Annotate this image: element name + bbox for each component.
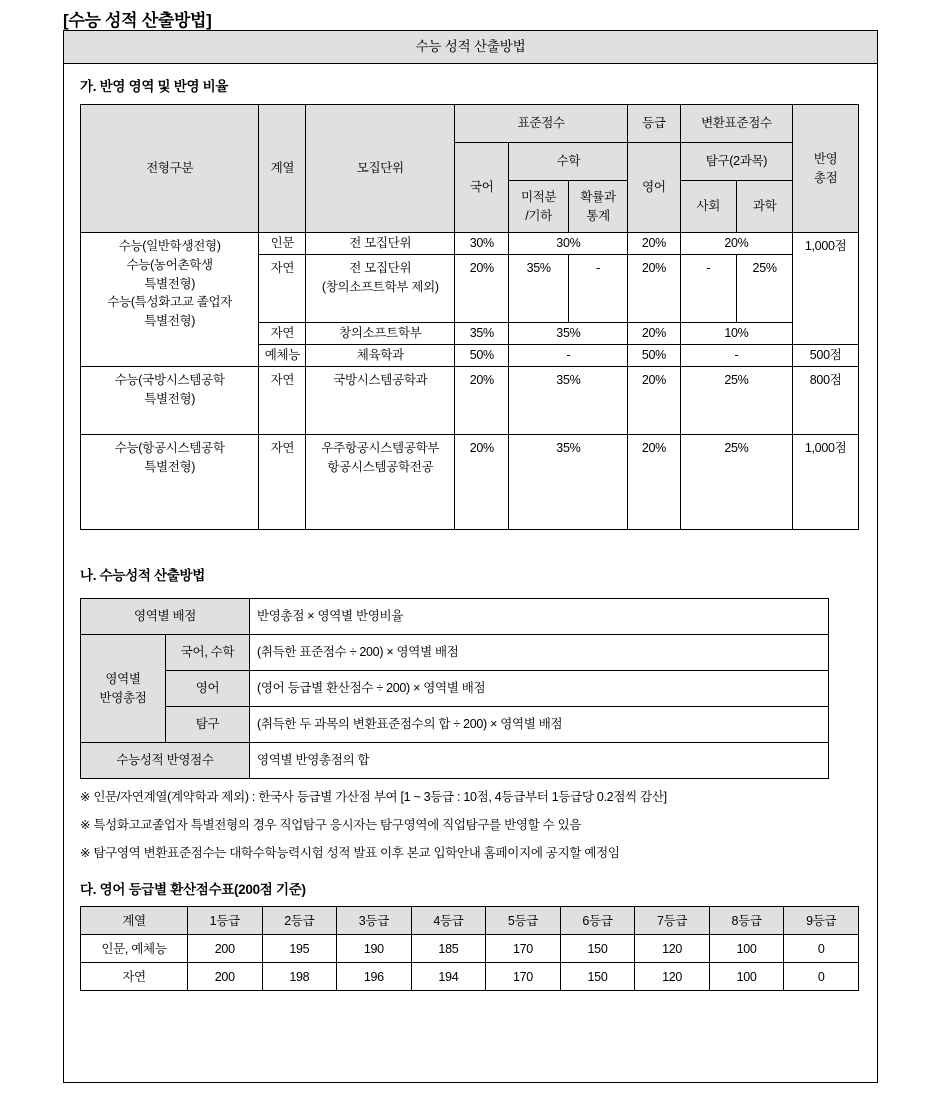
header-social: 사회 bbox=[680, 181, 736, 233]
cell-score: 170 bbox=[486, 963, 561, 991]
cell-track: 자연 bbox=[259, 367, 306, 435]
cell-math: 30% bbox=[509, 233, 628, 255]
cell-inquiry: 25% bbox=[680, 367, 793, 435]
cell-sublabel-inquiry: 탐구 bbox=[166, 707, 250, 743]
header-grade-6: 6등급 bbox=[560, 907, 635, 935]
cell-science: 25% bbox=[736, 255, 792, 323]
cell-unit-line2: (창의소프트학부 제외) bbox=[321, 279, 439, 294]
cell-unit bbox=[306, 435, 455, 530]
header-math-calculus bbox=[509, 181, 568, 233]
cell-admission-types-group1 bbox=[81, 233, 259, 367]
cell-sublabel-english: 영어 bbox=[166, 671, 250, 707]
cell-unit-line1: 전 모집단위 bbox=[349, 261, 412, 275]
cell-formula-inquiry: (취득한 두 과목의 변환표준점수의 합 ÷ 200) × 영역별 배점 bbox=[250, 707, 829, 743]
cell-total-points: 800점 bbox=[793, 367, 859, 435]
admission-type-line: 수능(특성화고교 졸업자 bbox=[107, 295, 233, 310]
cell-unit: 창의소프트학부 bbox=[306, 323, 455, 345]
cell-score: 100 bbox=[709, 963, 784, 991]
cell-english: 50% bbox=[628, 345, 680, 367]
admission-type-line: 특별전형) bbox=[144, 391, 196, 406]
cell-sublabel-korean-math: 국어, 수학 bbox=[166, 635, 250, 671]
admission-type-line: 특별전형) bbox=[144, 459, 196, 474]
cell-score: 190 bbox=[337, 935, 412, 963]
cell-score: 194 bbox=[411, 963, 486, 991]
table-english-conversion bbox=[80, 906, 859, 991]
cell-english: 20% bbox=[628, 255, 680, 323]
table-row bbox=[81, 599, 829, 635]
cell-label-area-total-line2: 반영총점 bbox=[99, 690, 147, 705]
admission-type-line: 특별전형) bbox=[144, 276, 196, 291]
header-track: 계열 bbox=[81, 907, 188, 935]
header-science: 과학 bbox=[736, 181, 792, 233]
header-track: 계열 bbox=[259, 105, 306, 233]
cell-math: 35% bbox=[509, 367, 628, 435]
cell-admission-type-group3 bbox=[81, 435, 259, 530]
table-row bbox=[81, 963, 859, 991]
cell-inquiry: - bbox=[680, 345, 793, 367]
cell-inquiry: 25% bbox=[680, 435, 793, 530]
table-reflection-ratio bbox=[80, 104, 859, 530]
cell-label-area-total-line1: 영역별 bbox=[105, 671, 141, 686]
header-english: 영어 bbox=[628, 143, 680, 233]
table-score-calculation bbox=[80, 598, 829, 779]
cell-korean: 35% bbox=[455, 323, 509, 345]
cell-score: 0 bbox=[784, 963, 859, 991]
cell-korean: 30% bbox=[455, 233, 509, 255]
cell-math: - bbox=[509, 345, 628, 367]
cell-track: 자연 bbox=[259, 255, 306, 323]
cell-score: 150 bbox=[560, 935, 635, 963]
cell-total-points: 500점 bbox=[793, 345, 859, 367]
cell-korean: 20% bbox=[455, 435, 509, 530]
header-standard-score: 표준점수 bbox=[455, 105, 628, 143]
cell-score: 0 bbox=[784, 935, 859, 963]
header-math-probability bbox=[568, 181, 627, 233]
cell-formula-area-points: 반영총점 × 영역별 반영비율 bbox=[250, 599, 829, 635]
header-grade-8: 8등급 bbox=[709, 907, 784, 935]
header-korean: 국어 bbox=[455, 143, 509, 233]
cell-score: 195 bbox=[262, 935, 337, 963]
header-math-calculus-line1: 미적분 bbox=[520, 190, 557, 205]
cell-score: 100 bbox=[709, 935, 784, 963]
header-math-probability-line1: 확률과 bbox=[580, 190, 616, 205]
admission-type-line: 수능(농어촌학생 bbox=[126, 257, 213, 272]
header-grade-3: 3등급 bbox=[337, 907, 412, 935]
admission-type-line: 수능(국방시스템공학 bbox=[114, 373, 225, 387]
cell-track: 예체능 bbox=[259, 345, 306, 367]
header-math: 수학 bbox=[509, 143, 628, 181]
header-grade: 등급 bbox=[628, 105, 680, 143]
cell-score: 150 bbox=[560, 963, 635, 991]
cell-score: 185 bbox=[411, 935, 486, 963]
table-header-row bbox=[81, 105, 859, 143]
table-row bbox=[81, 671, 829, 707]
header-admission-type: 전형구분 bbox=[81, 105, 259, 233]
table-row bbox=[81, 367, 859, 435]
cell-unit-line1: 우주항공시스템공학부 bbox=[321, 441, 440, 455]
header-grade-1: 1등급 bbox=[188, 907, 263, 935]
cell-admission-type-group2 bbox=[81, 367, 259, 435]
cell-track: 인문 bbox=[259, 233, 306, 255]
note-item: ※ 특성화고교졸업자 특별전형의 경우 직업탐구 응시자는 탐구영역에 직업탐구를 반영할 수 있음 bbox=[80, 818, 582, 833]
note-item: ※ 인문/자연계열(계약학과 제외) : 한국사 등급별 가산점 부여 [1 ~ 3등급 : 10점, 4등급부터 1등급당 0.2점씩 감산] bbox=[80, 790, 667, 804]
table-row bbox=[81, 435, 859, 530]
cell-formula-korean-math: (취득한 표준점수 ÷ 200) × 영역별 배점 bbox=[250, 635, 829, 671]
cell-unit bbox=[306, 255, 455, 323]
cell-total-points: 1,000점 bbox=[793, 233, 859, 345]
table-row bbox=[81, 935, 859, 963]
cell-unit: 국방시스템공학과 bbox=[306, 367, 455, 435]
cell-label-final-score: 수능성적 반영점수 bbox=[81, 743, 250, 779]
cell-math-calculus: 35% bbox=[509, 255, 568, 323]
cell-formula-english: (영어 등급별 환산점수 ÷ 200) × 영역별 배점 bbox=[250, 671, 829, 707]
header-grade-7: 7등급 bbox=[635, 907, 710, 935]
cell-track: 자연 bbox=[81, 963, 188, 991]
document-title: [수능 성적 산출방법] bbox=[63, 11, 212, 30]
cell-english: 20% bbox=[628, 323, 680, 345]
cell-score: 200 bbox=[188, 935, 263, 963]
content-body bbox=[64, 75, 877, 991]
table-row bbox=[81, 635, 829, 671]
cell-inquiry: 10% bbox=[680, 323, 793, 345]
cell-label-area-points: 영역별 배점 bbox=[81, 599, 250, 635]
cell-label-area-total bbox=[81, 635, 166, 743]
table-row bbox=[81, 707, 829, 743]
cell-score: 120 bbox=[635, 935, 710, 963]
cell-unit: 전 모집단위 bbox=[306, 233, 455, 255]
cell-track: 자연 bbox=[259, 435, 306, 530]
cell-korean: 20% bbox=[455, 255, 509, 323]
admission-type-line: 특별전형) bbox=[144, 314, 196, 328]
notes-list bbox=[80, 788, 877, 862]
admission-type-line: 수능(항공시스템공학 bbox=[114, 441, 225, 455]
cell-math-probability: - bbox=[568, 255, 627, 323]
section-heading-c: 다. 영어 등급별 환산점수표(200점 기준) bbox=[80, 882, 306, 898]
table-header-row bbox=[81, 907, 859, 935]
header-grade-4: 4등급 bbox=[411, 907, 486, 935]
cell-unit: 체육학과 bbox=[306, 345, 455, 367]
section-heading-a: 가. 반영 영역 및 반영 비율 bbox=[80, 79, 229, 94]
cell-math: 35% bbox=[509, 435, 628, 530]
cell-score: 198 bbox=[262, 963, 337, 991]
header-math-calculus-line2: /기하 bbox=[525, 208, 552, 223]
cell-english: 20% bbox=[628, 367, 680, 435]
cell-english: 20% bbox=[628, 233, 680, 255]
cell-score: 196 bbox=[337, 963, 412, 991]
cell-track: 자연 bbox=[259, 323, 306, 345]
header-unit: 모집단위 bbox=[306, 105, 455, 233]
cell-korean: 20% bbox=[455, 367, 509, 435]
table-row bbox=[81, 233, 859, 255]
cell-track: 인문, 예체능 bbox=[81, 935, 188, 963]
header-grade-2: 2등급 bbox=[262, 907, 337, 935]
cell-unit-line2: 항공시스템공학전공 bbox=[327, 459, 434, 474]
cell-math: 35% bbox=[509, 323, 628, 345]
table-row bbox=[81, 743, 829, 779]
admission-type-line: 수능(일반학생전형) bbox=[118, 239, 221, 253]
header-math-probability-line2: 통계 bbox=[586, 208, 610, 223]
cell-score: 170 bbox=[486, 935, 561, 963]
content-frame bbox=[63, 30, 878, 1083]
banner-title: 수능 성적 산출방법 bbox=[64, 31, 877, 64]
section-heading-b: 나. 수능성적 산출방법 bbox=[80, 568, 206, 583]
cell-inquiry: 20% bbox=[680, 233, 793, 255]
cell-social: - bbox=[680, 255, 736, 323]
header-converted-standard-score: 변환표준점수 bbox=[680, 105, 793, 143]
header-total-points-line1: 반영 bbox=[813, 151, 838, 166]
header-grade-9: 9등급 bbox=[784, 907, 859, 935]
note-item: ※ 탐구영역 변환표준점수는 대학수학능력시험 성적 발표 이후 본교 입학안내 홈페이지에 공지할 예정임 bbox=[80, 846, 620, 861]
cell-score: 120 bbox=[635, 963, 710, 991]
cell-english: 20% bbox=[628, 435, 680, 530]
header-inquiry: 탐구(2과목) bbox=[680, 143, 793, 181]
cell-total-points: 1,000점 bbox=[793, 435, 859, 530]
header-grade-5: 5등급 bbox=[486, 907, 561, 935]
cell-formula-final-score: 영역별 반영총점의 합 bbox=[250, 743, 829, 779]
header-total-points bbox=[793, 105, 859, 233]
cell-score: 200 bbox=[188, 963, 263, 991]
header-total-points-line2: 총점 bbox=[813, 170, 838, 185]
cell-korean: 50% bbox=[455, 345, 509, 367]
